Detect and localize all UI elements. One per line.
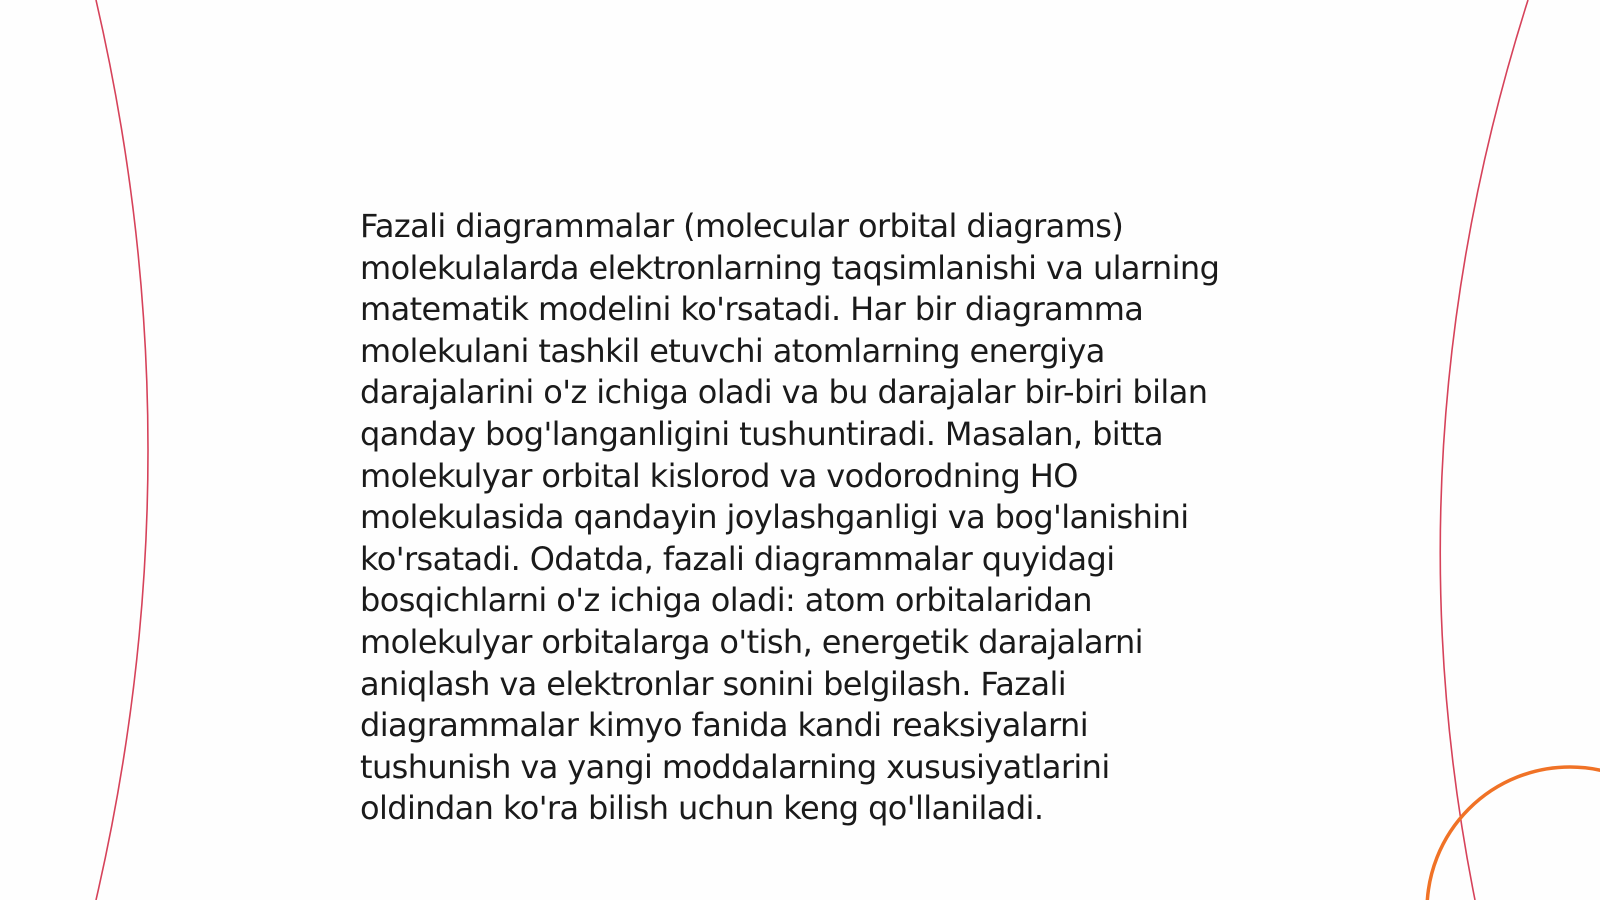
body-paragraph: Fazali diagrammalar (molecular orbital diagrams) molekulalarda elektronlarning taqsimlanishi va ularning matematik modelini ko'rsatadi. Har bir diagramma molekulani tashkil etuvchi atomlarning energiya darajalarini o'z ichiga oladi va bu darajalar bir-biri bilan qanday bog'langanligini tushuntiradi. Masalan, bitta molekulyar orbital kislorod va vodorodning HO molekulasida qandayin joylashganligi va bog'lanishini ko'rsatadi. Odatda, fazali diagrammalar quyidagi bosqichlarni o'z ichiga oladi: atom orbitalaridan molekulyar orbitalarga o'tish, energetik darajalarni aniqlash va elektronlar sonini belgilash. Fazali diagrammalar kimyo fanida kandi reaksiyalarni tushunish va yangi moddalarning xususiyatlarini oldindan ko'ra bilish uchun keng qo'llaniladi. bbox=[360, 207, 1220, 828]
accent-circle bbox=[1427, 767, 1600, 900]
left-arc-line bbox=[96, 0, 148, 900]
right-arc-line bbox=[1440, 0, 1528, 900]
